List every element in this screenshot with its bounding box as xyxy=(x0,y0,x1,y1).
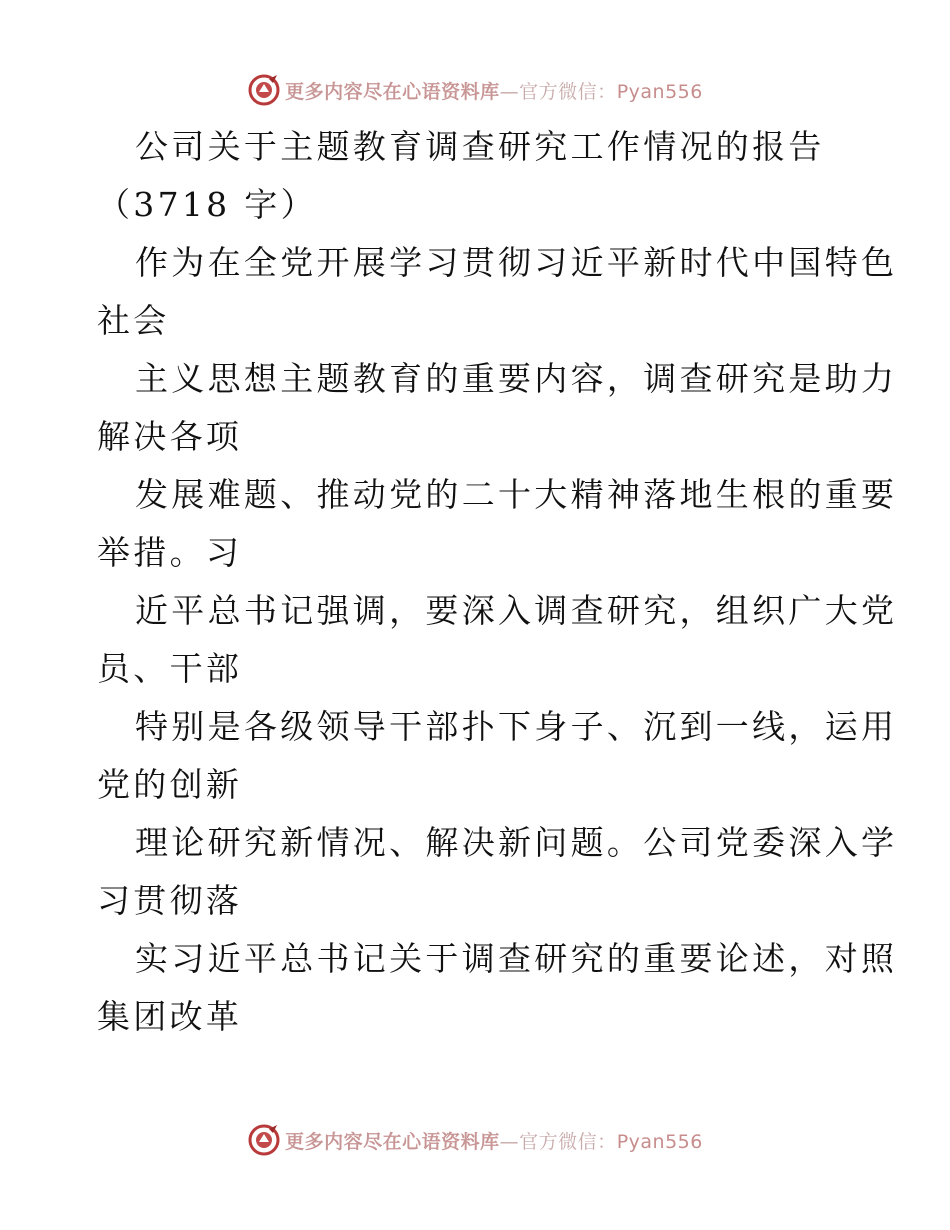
document-word-count: （3718 字） xyxy=(97,185,317,224)
paragraph-line: 特别是各级领导干部扑下身子、沉到一线，运用 xyxy=(135,707,898,746)
paragraph-line: 习贯彻落 xyxy=(97,881,243,920)
paragraph-line: 作为在全党开展学习贯彻习近平新时代中国特色 xyxy=(135,243,898,282)
banner-text xyxy=(285,77,703,104)
banner-wechat-label: 官方微信： xyxy=(519,80,617,103)
paragraph-line: 党的创新 xyxy=(97,765,243,804)
paragraph-line: 员、干部 xyxy=(97,649,243,688)
footer-banner xyxy=(0,1120,950,1160)
seal-logo-icon xyxy=(247,73,281,107)
paragraph-line: 发展难题、推动党的二十大精神落地生根的重要 xyxy=(135,475,898,514)
document-body xyxy=(97,118,898,1046)
banner-text xyxy=(285,1127,703,1154)
banner-separator: — xyxy=(499,80,520,103)
banner-brand: 更多内容尽在心语资料库 xyxy=(285,1130,500,1153)
header-banner xyxy=(0,70,950,110)
paragraph-line: 集团改革 xyxy=(97,997,243,1036)
banner-wechat-id: Pyan556 xyxy=(616,80,703,103)
seal-logo-icon xyxy=(247,1123,281,1157)
banner-wechat-id: Pyan556 xyxy=(616,1130,703,1153)
banner-separator: — xyxy=(499,1130,520,1153)
paragraph-line: 近平总书记强调，要深入调查研究，组织广大党 xyxy=(135,591,898,630)
banner-brand: 更多内容尽在心语资料库 xyxy=(285,80,500,103)
paragraph-line: 理论研究新情况、解决新问题。公司党委深入学 xyxy=(135,823,898,862)
banner-wechat-label: 官方微信： xyxy=(519,1130,617,1153)
document-title: 公司关于主题教育调查研究工作情况的报告 xyxy=(135,127,825,166)
paragraph-line: 解决各项 xyxy=(97,417,243,456)
paragraph-line: 举措。习 xyxy=(97,533,243,572)
paragraph-line: 社会 xyxy=(97,301,170,340)
paragraph-line: 主义思想主题教育的重要内容，调查研究是助力 xyxy=(135,359,898,398)
paragraph-line: 实习近平总书记关于调查研究的重要论述，对照 xyxy=(135,939,898,978)
